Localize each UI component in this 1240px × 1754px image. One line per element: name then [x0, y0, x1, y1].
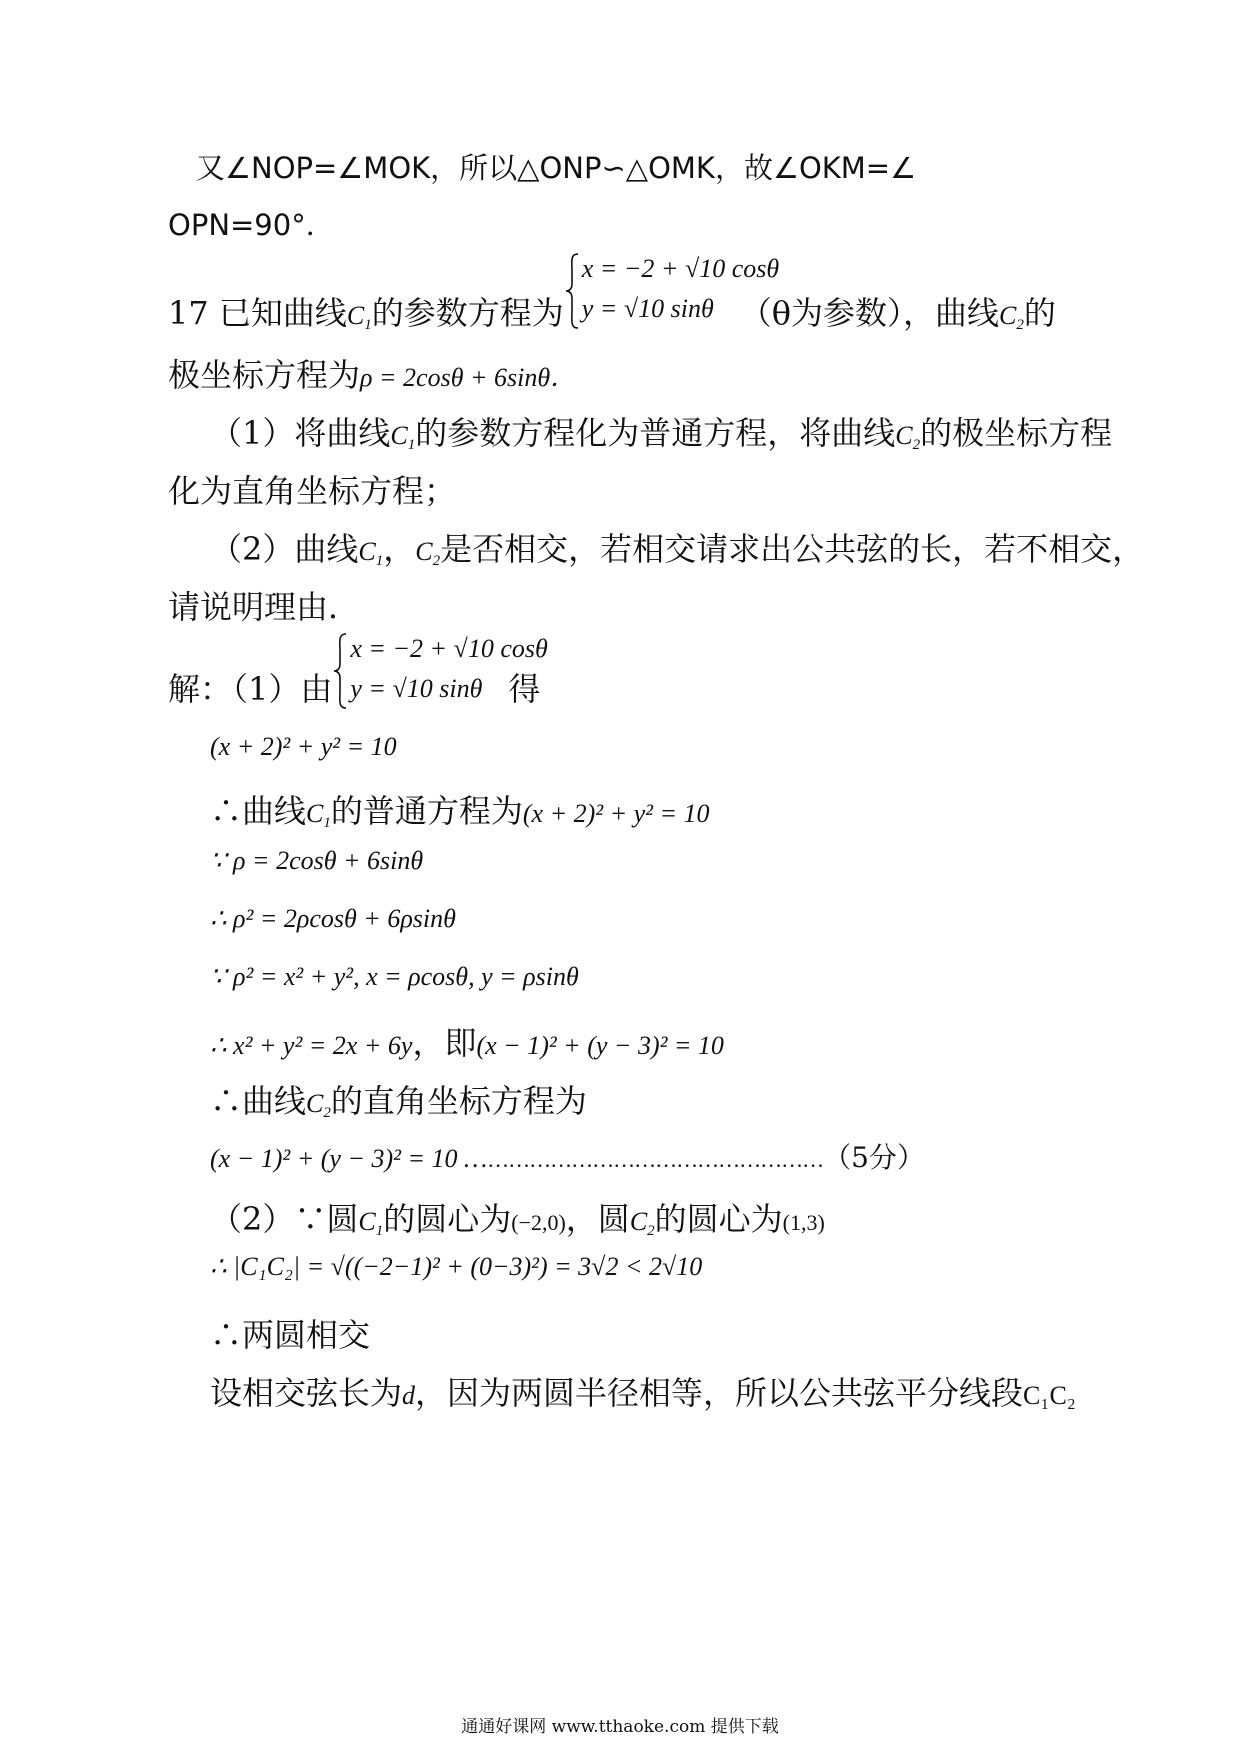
part-1-text: （1）将曲线	[210, 414, 391, 452]
step-text: ∴曲线	[210, 1082, 307, 1120]
question-text-param: （θ为参数），曲线	[739, 293, 1000, 332]
curve-c1-symbol: $C_1$	[358, 537, 384, 569]
part-1-line-1	[210, 408, 1112, 454]
part-2-text: （2）曲线	[210, 530, 359, 568]
question-text: 的参数方程为	[371, 293, 564, 332]
system-row-x: x = −2 + √10 cosθ	[350, 634, 548, 663]
left-brace-icon	[564, 252, 580, 330]
step-text-mid: 的圆心为	[383, 1200, 512, 1238]
circle-c1-symbol: $C_1$	[358, 1207, 384, 1239]
curve-c2-symbol: C2	[999, 300, 1024, 333]
step-6	[210, 1076, 587, 1122]
question-17-line-2	[168, 350, 576, 396]
part-1-line-2	[168, 466, 456, 512]
step-11	[210, 1368, 1076, 1414]
system-row-x: x = −2 + √10 cosθ	[581, 254, 780, 283]
angle-statement: 又∠NOP=∠MOK，所以△ONP∽△OMK，故∠OKM=∠	[196, 151, 917, 185]
part-2-text-2: 请说明理由．	[168, 588, 361, 626]
question-number-text: 17 已知曲线	[168, 293, 347, 332]
conversion-identities: ∵ ρ² = x² + y², x = ρcosθ, y = ρsinθ	[210, 962, 579, 991]
footer: 通通好课网 www.tthaoke.com 提供下载	[461, 1717, 779, 1737]
equation-line	[210, 732, 397, 762]
step-text: ∴曲线	[210, 792, 307, 830]
circle-c2-symbol: $C_2$	[629, 1207, 655, 1239]
question-text: 极坐标方程为	[168, 356, 361, 394]
step-text-sep: ，圆	[565, 1200, 630, 1238]
step-text: ，即	[412, 1024, 477, 1062]
circle-equation-2: (x − 1)² + (y − 3)² = 10 …	[210, 1144, 488, 1173]
left-brace-icon	[332, 632, 348, 710]
system-row-y: y = √10 sinθ	[350, 674, 483, 703]
solution-label: 解：（1）由	[168, 669, 333, 708]
step-1	[210, 786, 710, 832]
question-text-end: 的	[1023, 293, 1056, 332]
score-label: （5分）	[823, 1141, 925, 1174]
curve-c1-symbol: $C_1$	[390, 421, 416, 453]
solution-text-de: 得	[508, 669, 541, 708]
part-1-text-mid: 的参数方程化为普通方程，将曲线	[415, 414, 896, 452]
step-8	[210, 1194, 825, 1240]
chord-length-variable: d	[402, 1381, 416, 1410]
segment-c1c2: C₁C₂	[1023, 1381, 1076, 1410]
circle-equation-1: (x + 2)² + y² = 10	[522, 799, 710, 828]
center-c1: (−2,0)	[511, 1210, 566, 1235]
parametric-system	[564, 252, 780, 330]
curve-c2-symbol: $C_2$	[895, 421, 921, 453]
intersect-conclusion: ∴两圆相交	[210, 1316, 371, 1354]
question-17-line-1	[168, 252, 1056, 333]
step-2	[210, 846, 423, 876]
step-text-mid: 的普通方程为	[330, 792, 523, 830]
part-2-line-1	[210, 524, 1144, 570]
center-c2: (1,3)	[782, 1210, 825, 1235]
step-text: （2）∵圆	[210, 1200, 359, 1238]
polar-equation-squared: ∴ ρ² = 2ρcosθ + 6ρsinθ	[210, 904, 456, 933]
step-9	[210, 1252, 702, 1282]
step-3	[210, 904, 456, 934]
circle-equation-1: (x + 2)² + y² = 10	[210, 732, 397, 761]
dot-leader: …………………………………………	[487, 1147, 824, 1172]
polar-equation: ∵ ρ = 2cosθ + 6sinθ	[210, 846, 424, 875]
part-2-line-2	[168, 582, 360, 628]
step-7	[210, 1136, 925, 1176]
step-4	[210, 962, 579, 992]
step-5	[210, 1018, 724, 1064]
parametric-system-solution	[332, 632, 548, 710]
step-text-end: ，因为两圆半径相等，所以公共弦平分线段	[415, 1374, 1024, 1412]
distance-between-centers: ∴ |C₁C₂| = √((−2−1)² + (0−3)²) = 3√2 < 2√10	[210, 1252, 703, 1281]
separator: ，	[383, 530, 416, 568]
curve-c1-symbol: $C_1$	[306, 799, 331, 831]
cartesian-equation: ∴ x² + y² = 2x + 6y	[210, 1031, 413, 1060]
polar-equation: ρ = 2cosθ + 6sinθ．	[360, 363, 577, 392]
step-text-end: 的直角坐标方程为	[330, 1082, 587, 1120]
curve-c1-symbol: C1	[346, 300, 372, 333]
circle-equation-2: (x − 1)² + (y − 3)² = 10	[476, 1031, 724, 1060]
system-row-y: y = √10 sinθ	[581, 294, 714, 323]
step-text: 设相交弦长为	[210, 1374, 403, 1412]
text-line-2	[168, 203, 335, 244]
part-2-text-end: 是否相交，若相交请求出公共弦的长，若不相交，	[440, 530, 1145, 568]
step-text-mid2: 的圆心为	[654, 1200, 783, 1238]
step-10	[210, 1310, 370, 1356]
curve-c2-symbol: $C_2$	[306, 1089, 331, 1121]
angle-conclusion: OPN=90°．	[168, 208, 335, 242]
part-1-text-2: 化为直角坐标方程；	[168, 472, 457, 510]
part-1-text-end: 的极坐标方程	[920, 414, 1113, 452]
text-line-1	[196, 146, 916, 187]
solution-line-1	[168, 632, 548, 710]
curve-c2-symbol: $C_2$	[415, 537, 441, 569]
